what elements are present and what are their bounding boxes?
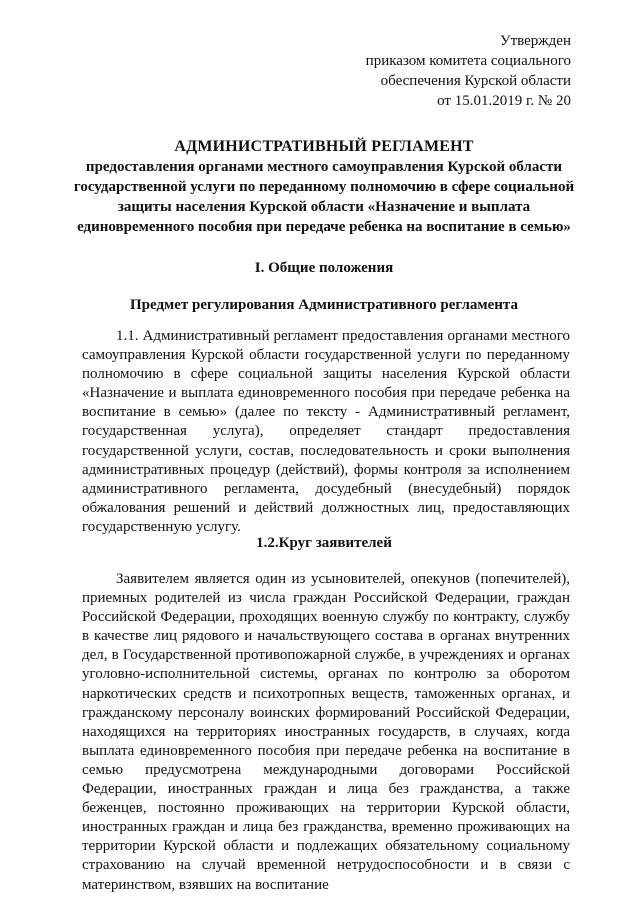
paragraph-applicants: Заявителем является один из усыновителей, опекунов (попечителей), приемных родителей из числа граждан Российской Федерации, граждан Российской Федерации, проходящих военную службу по контракту, службу в качестве лиц рядового и начальствующего состава в органах внутренних дел, в Государственной противопожарной службе, в учреждениях и органах уголовно-исполнительной системы, органах по контролю за оборотом наркотических средств и психотропных веществ, таможенных органах, и гражданскому персоналу воинских формирований Российской Федерации, находящихся на территориях иностранных государств, в случаях, когда выплата единовременного пособия при передаче ребенка на воспитание в семью предусмотрена международными договорами Российской Федерации, иностранных граждан и лица без гражданства, а также беженцев, постоянно проживающих на территории Курской области, иностранных граждан и лица без гражданства, временно проживающих на территории Курской области и подлежащих обязательному социальному страхованию на случай временной нетрудоспособности и в связи с материнством, взявших на воспитание <box>82 571 570 893</box>
paragraph-1-1: 1.1. Административный регламент предоставления органами местного самоуправления Курской области государственной услуги по переданному полномочию в сфере социальной защиты населения Курской области «Назначение и выплата единовременного пособия при передаче ребенка на воспитание в семью» (далее по тексту - Административный регламент, государственная услуга), определяет стандарт предоставления государственной услуги, состав, последовательность и сроки выполнения административных процедур (действий), формы контроля за исполнением административного регламента, досудебный (внесудебный) порядок обжалования решений и действий должностных лиц, предоставляющих государственную услугу. <box>82 328 570 535</box>
subsection-heading-applicants: 1.2.Круг заявителей <box>256 535 392 551</box>
approval-line-date-number: от 15.01.2019 г. № 20 <box>437 93 571 109</box>
approval-stamp <box>366 31 571 111</box>
document-title <box>70 137 578 237</box>
approval-line-committee: обеспечения Курской области <box>380 73 571 89</box>
approval-line-approved: Утвержден <box>499 33 571 49</box>
document-title-subtitle: предоставления органами местного самоуправления Курской области государственной услуги по переданному полномочию в сфере социальной защиты населения Курской области «Назначение и выплата единовременного пособия при передаче ребенка на воспитание в семью» <box>73 159 575 235</box>
approval-line-order: приказом комитета социального <box>365 53 571 69</box>
subsection-heading-subject: Предмет регулирования Административного регламента <box>130 297 518 313</box>
section-heading-general: I. Общие положения <box>254 260 394 276</box>
document-title-main: АДМИНИСТРАТИВНЫЙ РЕГЛАМЕНТ <box>174 138 474 155</box>
